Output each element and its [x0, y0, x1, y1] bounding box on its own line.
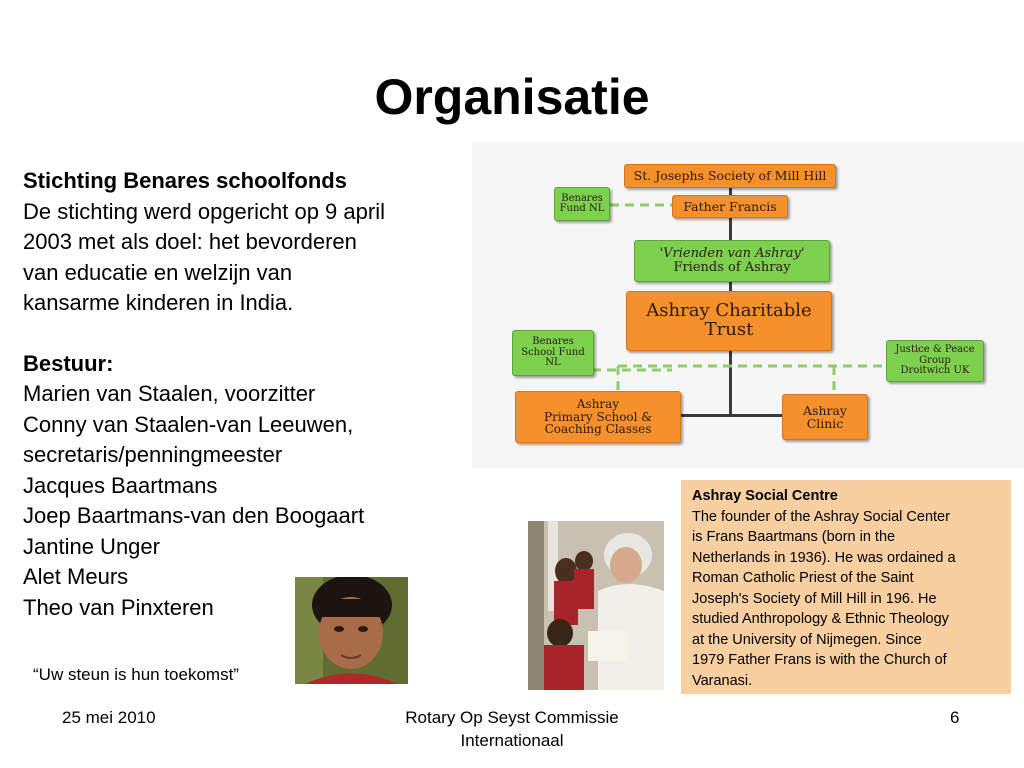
intro-line: 2003 met als doel: het bevorderen — [23, 229, 357, 254]
foundation-description — [23, 166, 463, 623]
ashray-line: is Frans Baartmans (born in the — [692, 529, 896, 545]
boy-photo — [295, 577, 408, 684]
board-member: Joep Baartmans-van den Boogaart — [23, 503, 365, 528]
node-ashray-clinic: Ashray Clinic — [782, 394, 868, 440]
ashray-line: at the University of Nijmegen. Since — [692, 631, 922, 648]
intro-line: kansarme kinderen in India. — [23, 290, 294, 315]
board-heading: Bestuur: — [23, 350, 114, 376]
board-member: secretaris/penningmeester — [23, 442, 283, 467]
node-justice-peace: Justice & Peace Group Droitwich UK — [886, 340, 984, 382]
children-with-priest-photo — [528, 521, 664, 690]
board-member: Theo van Pinxteren — [23, 594, 214, 620]
board-member: Alet Meurs — [23, 564, 129, 589]
ashray-line: Joseph's Society of Mill Hill in 196. He — [692, 590, 937, 607]
node-father-francis: Father Francis — [672, 195, 788, 218]
node-benares-school-fund: Benares School Fund NL — [512, 330, 594, 376]
board-member: Conny van Staalen-van Leeuwen, — [23, 411, 354, 437]
ashray-line: Roman Catholic Priest of the Saint — [692, 570, 914, 586]
footer-org-line: Internationaal — [460, 731, 564, 750]
quote-text: “Uw steun is hun toekomst” — [33, 665, 239, 684]
footer-date: 25 mei 2010 — [62, 708, 156, 727]
ashray-line: 1979 Father Frans is with the Church of — [692, 652, 947, 668]
node-benares-fund-top: Benares Fund NL — [554, 187, 610, 221]
ashray-line: studied Anthropology & Ethnic Theology — [692, 611, 949, 627]
ashray-line: The founder of the Ashray Social Center — [692, 508, 950, 525]
foundation-heading: Stichting Benares schoolfonds — [23, 168, 347, 193]
slide-title: Organisatie — [374, 69, 650, 125]
intro-line: van educatie en welzijn van — [23, 259, 293, 285]
node-st-josephs: St. Josephs Society of Mill Hill — [624, 164, 836, 188]
footer-organization — [360, 706, 664, 752]
board-member: Marien van Staalen, voorzitter — [23, 381, 316, 406]
node-ashray-charitable-trust: Ashray Charitable Trust — [626, 291, 832, 351]
node-vrienden-van-ashray: 'Vrienden van Ashray' Friends of Ashray — [634, 240, 830, 282]
org-chart — [472, 142, 1024, 468]
ashray-heading: Ashray Social Centre — [692, 488, 838, 504]
board-member: Jacques Baartmans — [23, 472, 218, 498]
ashray-line: Netherlands in 1936). He was ordained a — [692, 549, 956, 566]
node-primary-school: Ashray Primary School & Coaching Classes — [515, 391, 681, 443]
ashray-line: Varanasi. — [692, 672, 753, 689]
page-number: 6 — [950, 708, 960, 727]
footer-org-line: Rotary Op Seyst Commissie — [405, 708, 619, 727]
board-member: Jantine Unger — [23, 533, 160, 559]
intro-line: De stichting werd opgericht op 9 april — [23, 198, 385, 224]
ashray-info-box — [681, 480, 1011, 694]
